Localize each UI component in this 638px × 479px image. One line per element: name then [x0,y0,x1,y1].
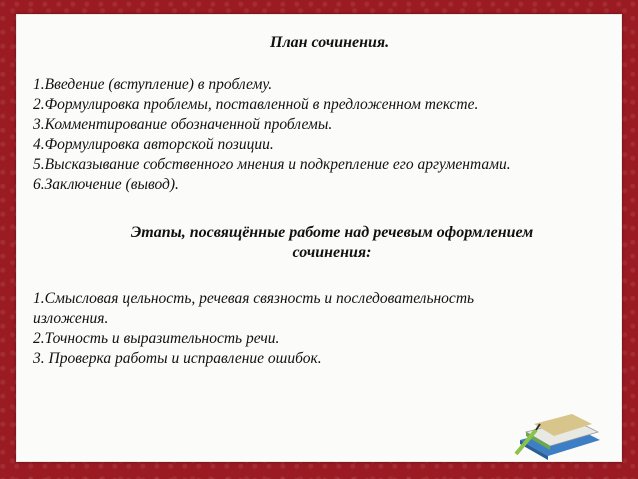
list-item: 1.Введение (вступление) в проблему. [33,76,273,93]
list-item: 2.Точность и выразительность речи. [33,330,280,347]
stages-heading [92,223,572,263]
list-item: 3. Проверка работы и исправление ошибок. [33,350,322,367]
list-item: 2.Формулировка проблемы, поставленной в предложенном тексте. [33,96,479,113]
page-title: План сочинения. [270,34,390,51]
list-item: изложения. [33,310,109,327]
list-item: 6.Заключение (вывод). [33,176,179,193]
list-item: 5.Высказывание собственного мнения и подкрепление его аргументами. [33,156,511,173]
plan-list [33,75,511,195]
books-icon [512,410,607,460]
list-item: 4.Формулировка авторской позиции. [33,136,274,153]
stages-heading-line2: сочинения: [292,244,372,261]
stages-list [33,289,593,369]
list-item: 3.Комментирование обозначенной проблемы. [33,116,333,133]
stages-heading-line1: Этапы, посвящённые работе над речевым оформлением [130,224,534,241]
list-item: 1.Смысловая цельность, речевая связность и последовательность [33,290,475,307]
